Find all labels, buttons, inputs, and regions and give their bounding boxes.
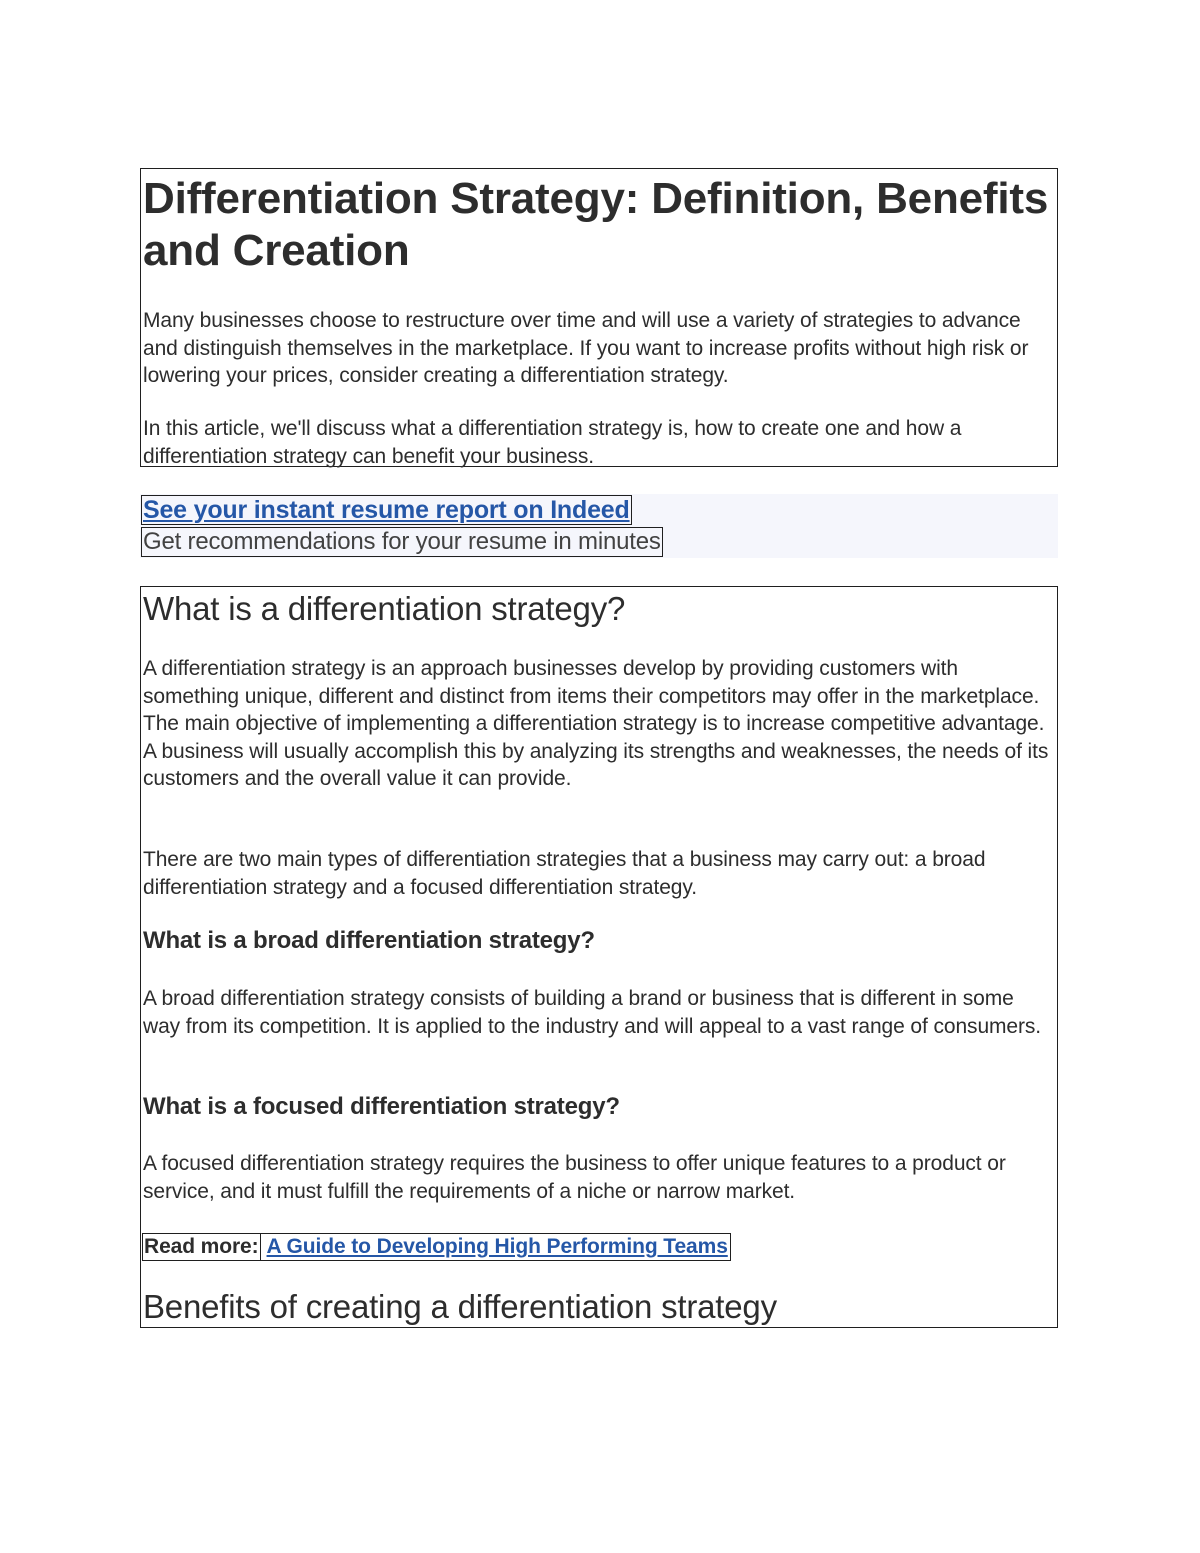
read-more-label: Read more:: [142, 1233, 261, 1261]
body-paragraph: A differentiation strategy is an approach businesses develop by providing customers with something unique, different and distinct from items their competitors may offer in the marketplace. The main objective of implementing a differentiation strategy is to increase competitive advantage. A business will usually accomplish this by analyzing its strengths and weaknesses, the needs of its customers and the overall value it can provide.: [143, 657, 1049, 790]
intro-paragraph: In this article, we'll discuss what a differentiation strategy is, how to create one and how a differentiation strategy can benefit your business.: [143, 417, 962, 468]
body-paragraph: A focused differentiation strategy requires the business to offer unique features to a product or service, and it must fulfill the requirements of a niche or narrow market.: [143, 1152, 1006, 1203]
read-more-link[interactable]: A Guide to Developing High Performing Teams: [261, 1233, 731, 1261]
resume-report-link[interactable]: See your instant resume report on Indeed: [143, 496, 630, 524]
article-body: [140, 586, 1058, 1328]
section-heading-benefits: Benefits of creating a differentiation strategy: [143, 1288, 777, 1325]
subheading-focused: What is a focused differentiation strategy?: [143, 1093, 620, 1120]
intro-paragraph: Many businesses choose to restructure over time and will use a variety of strategies to advance and distinguish themselves in the marketplace. If you want to increase profits without high risk or lowering your prices, consider creating a differentiation strategy.: [143, 309, 1029, 387]
subheading-broad: What is a broad differentiation strategy?: [143, 927, 595, 954]
section-heading-what: What is a differentiation strategy?: [143, 590, 626, 627]
body-paragraph: There are two main types of differentiation strategies that a business may carry out: a broad differentiation strategy and a focused differentiation strategy.: [143, 848, 986, 899]
resume-promo-banner: [140, 494, 1058, 558]
resume-promo-subtitle: Get recommendations for your resume in minutes: [143, 528, 661, 555]
page-title: Differentiation Strategy: Definition, Benefits and Creation: [143, 174, 1049, 275]
read-more: [142, 1233, 731, 1261]
body-paragraph: A broad differentiation strategy consists of building a brand or business that is different in some way from its competition. It is applied to the industry and will appeal to a vast range of consumers.: [143, 987, 1042, 1038]
article-header: [140, 168, 1058, 467]
